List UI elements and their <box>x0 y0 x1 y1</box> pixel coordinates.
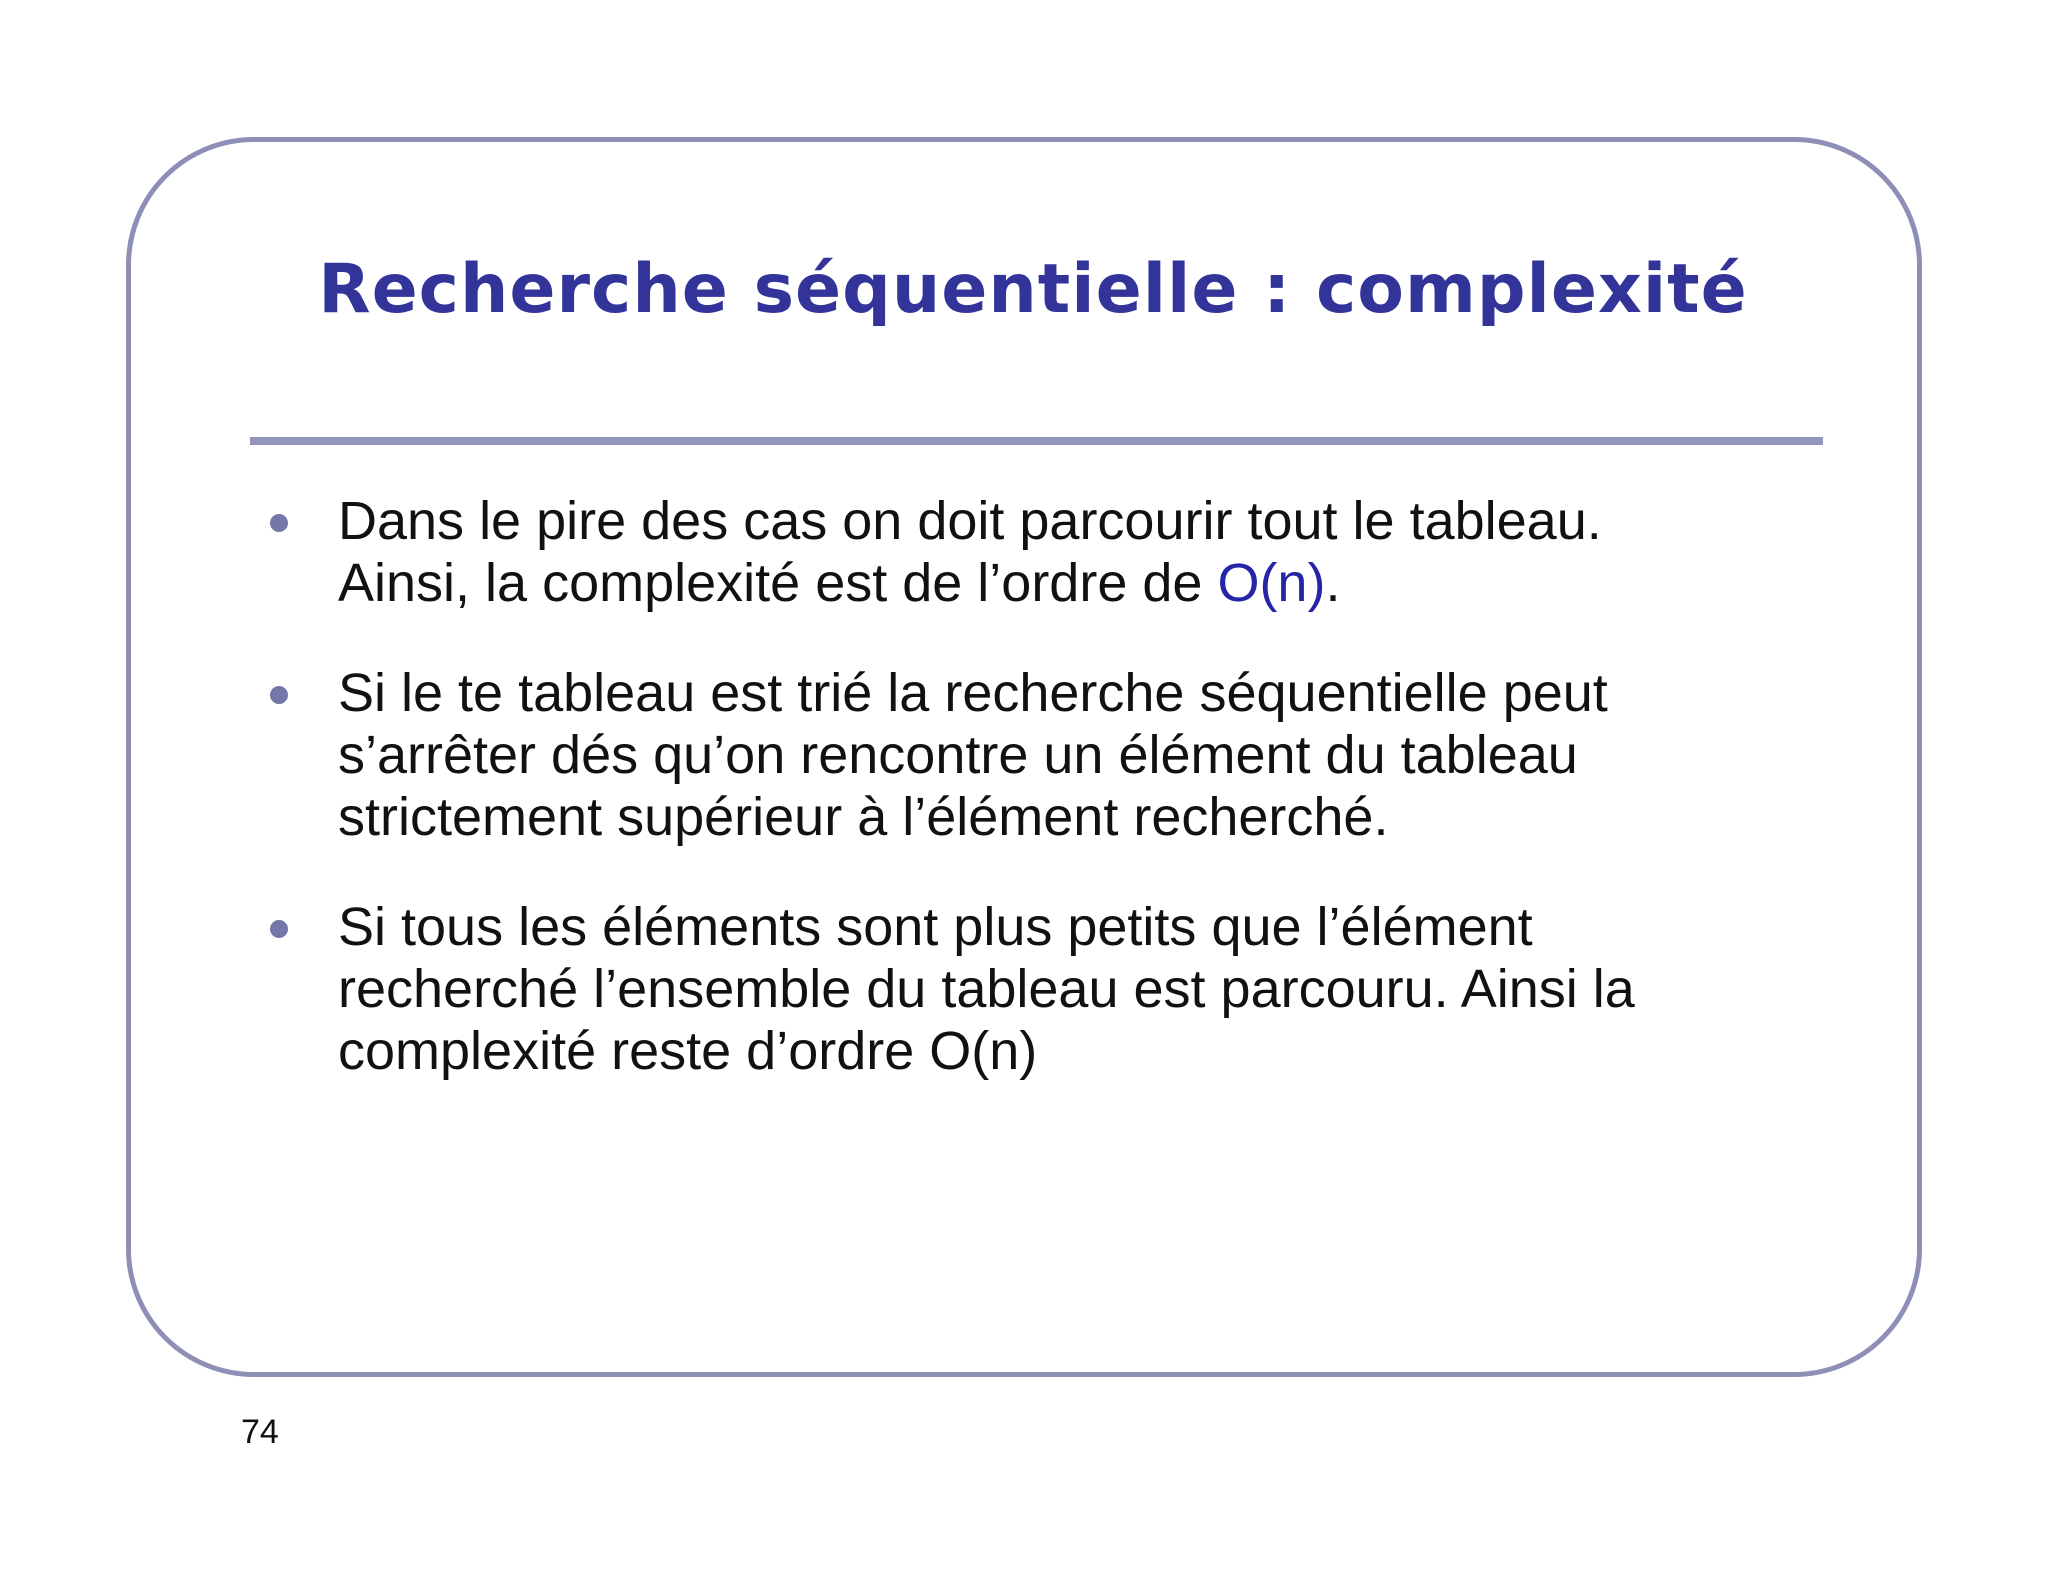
bullet-3-line-3: complexité reste d’ordre O(n) <box>338 1021 1038 1081</box>
bullet-dot-icon <box>270 920 288 938</box>
bullet-2-line-3: strictement supérieur à l’élément recherché. <box>338 787 1389 847</box>
bullet-dot-icon <box>270 686 288 704</box>
bullet-item-1 <box>262 490 1762 614</box>
bullet-2-line-2: s’arrêter dés qu’on rencontre un élément du tableau <box>338 725 1578 785</box>
slide-title: Recherche séquentielle : complexité <box>318 250 1748 329</box>
title-divider <box>250 437 1823 445</box>
page-number: 74 <box>241 1413 279 1451</box>
bullet-1-line-1: Dans le pire des cas on doit parcourir tout le tableau. <box>338 491 1602 551</box>
bullet-2-line-1: Si le te tableau est trié la recherche séquentielle peut <box>338 663 1608 723</box>
bullet-dot-icon <box>270 514 288 532</box>
bullet-item-3 <box>262 896 1762 1082</box>
bullet-1-line-2 <box>338 552 1762 614</box>
bullet-1-line-2-prefix: Ainsi, la complexité est de l’ordre de <box>338 553 1218 613</box>
complexity-highlight: O(n) <box>1217 553 1326 613</box>
bullet-list <box>262 490 1762 1130</box>
bullet-item-2 <box>262 662 1762 848</box>
bullet-3-line-1: Si tous les éléments sont plus petits que l’élément <box>338 897 1533 957</box>
bullet-3-line-2: recherché l’ensemble du tableau est parcouru. Ainsi la <box>338 959 1635 1019</box>
bullet-1-line-2-suffix: . <box>1325 553 1341 613</box>
